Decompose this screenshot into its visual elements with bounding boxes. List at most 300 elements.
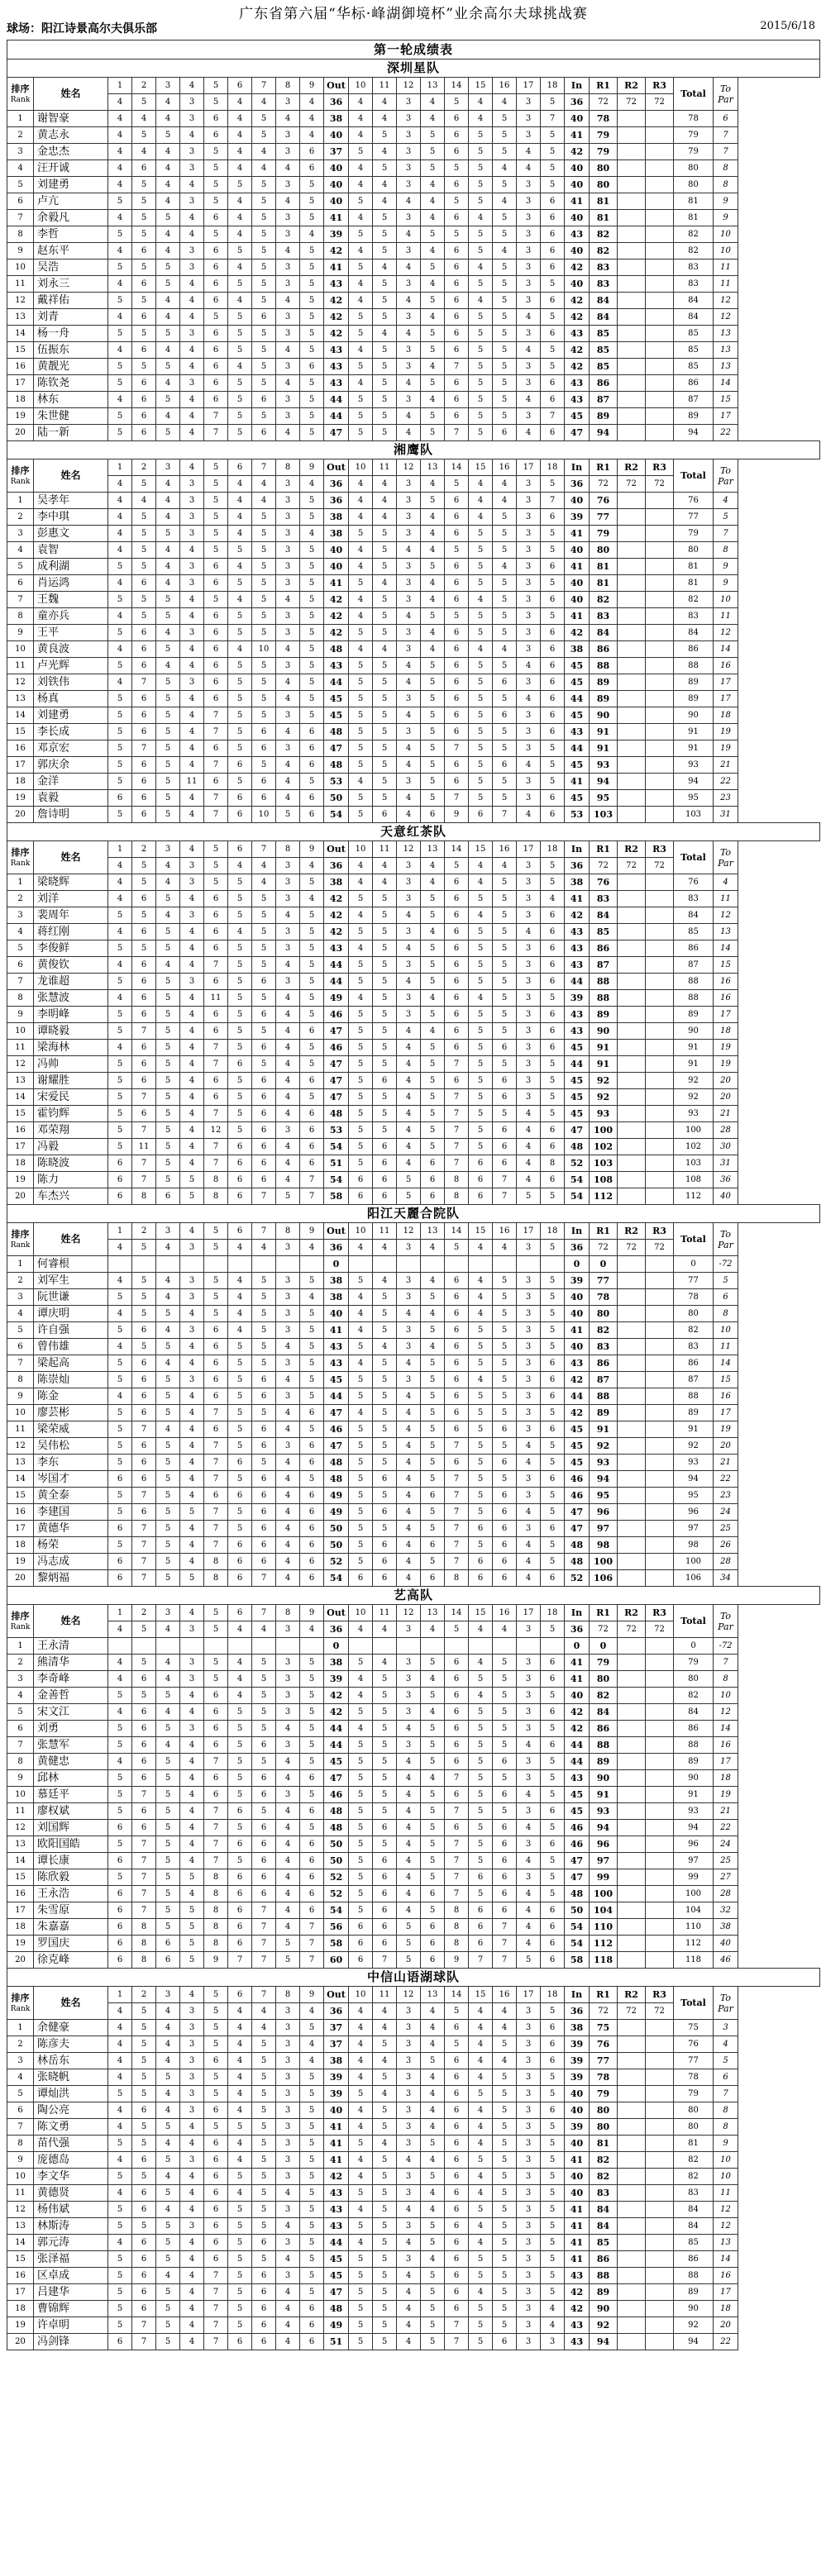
in-score: 42 — [565, 260, 590, 276]
hole-score: 3 — [276, 575, 300, 592]
par-value: 4 — [300, 476, 324, 493]
out-score: 48 — [324, 1803, 349, 1820]
hole-score: 5 — [349, 1537, 373, 1554]
hole-score: 5 — [469, 957, 493, 974]
hole-score: 4 — [156, 509, 180, 526]
rank-cell: 5 — [7, 1704, 34, 1721]
table-row — [7, 2218, 820, 2235]
out-score: 42 — [324, 924, 349, 940]
par-value: 4 — [373, 2003, 397, 2020]
par-value: 3 — [276, 1240, 300, 1256]
r1-score: 85 — [590, 326, 618, 342]
hole-score: 3 — [517, 359, 541, 375]
hole-score: 6 — [300, 1902, 324, 1919]
hole-score: 3 — [517, 2268, 541, 2284]
player-name: 陈崇灿 — [34, 1372, 108, 1388]
r3-score — [646, 2036, 674, 2053]
to-par-score: -72 — [714, 1638, 738, 1655]
column-header-row — [7, 78, 820, 94]
hole-score: 5 — [469, 707, 493, 724]
hole-score: 3 — [180, 243, 204, 260]
hole-score: 7 — [204, 790, 228, 807]
hole-score: 5 — [252, 408, 276, 425]
hole-score: 5 — [204, 542, 228, 559]
hole-score: 6 — [252, 1106, 276, 1122]
hole-score: 5 — [469, 1056, 493, 1073]
hole-score: 4 — [517, 425, 541, 441]
hole-score: 4 — [421, 641, 445, 658]
hole-score: 6 — [445, 990, 469, 1007]
hole-score: 4 — [469, 2235, 493, 2251]
in-score: 42 — [565, 342, 590, 359]
in-score: 45 — [565, 408, 590, 425]
hole-score: 5 — [349, 1155, 373, 1172]
hole-score: 6 — [493, 1820, 517, 1836]
hole-score: 4 — [276, 1853, 300, 1869]
table-row — [7, 2202, 820, 2218]
hole-score: 3 — [276, 1388, 300, 1405]
r3-score — [646, 2334, 674, 2350]
hole-score: 6 — [252, 1787, 276, 1803]
hole-score: 6 — [228, 1056, 252, 1073]
r1-score: 83 — [590, 2185, 618, 2202]
total-score: 91 — [674, 740, 714, 757]
rank-cell: 14 — [7, 707, 34, 724]
hole-score: 5 — [421, 1372, 445, 1388]
player-name: 李哲 — [34, 226, 108, 243]
hole-score: 3 — [517, 260, 541, 276]
in-score: 42 — [565, 1704, 590, 1721]
r1-score: 91 — [590, 1421, 618, 1438]
hole-score: 5 — [300, 1040, 324, 1056]
hole-score: 5 — [421, 408, 445, 425]
hole-score: 6 — [373, 1471, 397, 1488]
hole-score: 5 — [373, 1089, 397, 1106]
hole-score: 11 — [204, 990, 228, 1007]
r2-score — [618, 2136, 646, 2152]
hole-score: 6 — [252, 1007, 276, 1023]
hole-score: 5 — [469, 276, 493, 293]
par-value: 3 — [180, 94, 204, 111]
player-name: 陈文勇 — [34, 2119, 108, 2136]
hole-score: 7 — [132, 1023, 156, 1040]
hole-score: 5 — [349, 1023, 373, 1040]
hole-score: 4 — [276, 342, 300, 359]
table-row — [7, 260, 820, 276]
in-score: 41 — [565, 193, 590, 210]
hole-score: 3 — [517, 1671, 541, 1688]
hole-score: 5 — [349, 2251, 373, 2268]
total-score: 79 — [674, 144, 714, 160]
r3-score — [646, 2202, 674, 2218]
hole-score: 4 — [300, 1289, 324, 1306]
hole-score: 6 — [469, 1188, 493, 1205]
hole-score: 3 — [517, 674, 541, 691]
hole-score: 6 — [132, 1471, 156, 1488]
hole-score: 6 — [445, 127, 469, 144]
hole-score: 4 — [349, 907, 373, 924]
hole-score: 6 — [493, 1554, 517, 1570]
in-score: 47 — [565, 1122, 590, 1139]
hole-score: 5 — [228, 940, 252, 957]
r3-score — [646, 2185, 674, 2202]
hole-score: 5 — [421, 2301, 445, 2317]
hole-score: 8 — [204, 1902, 228, 1919]
hole-score: 5 — [493, 2251, 517, 2268]
out-header: Out — [324, 841, 349, 858]
hole-score: 5 — [108, 1787, 132, 1803]
hole-score: 5 — [252, 226, 276, 243]
hole-score: 6 — [445, 1421, 469, 1438]
hole-score: 5 — [493, 1007, 517, 1023]
par-value: 5 — [132, 476, 156, 493]
hole-score: 5 — [300, 592, 324, 608]
hole-score: 6 — [300, 1405, 324, 1421]
in-score: 45 — [565, 674, 590, 691]
r3-score — [646, 260, 674, 276]
hole-number: 17 — [517, 78, 541, 94]
r2-score — [618, 2152, 646, 2169]
hole-score: 4 — [156, 1737, 180, 1754]
rank-cell: 10 — [7, 1405, 34, 1421]
hole-score: 4 — [276, 1488, 300, 1504]
out-score: 43 — [324, 2185, 349, 2202]
hole-score: 6 — [445, 177, 469, 193]
hole-score: 4 — [180, 707, 204, 724]
hole-score: 5 — [469, 309, 493, 326]
out-score: 42 — [324, 1688, 349, 1704]
hole-score: 6 — [132, 575, 156, 592]
player-name: 童亦兵 — [34, 608, 108, 625]
hole-score: 6 — [445, 1040, 469, 1056]
hole-number: 17 — [517, 459, 541, 476]
hole-score: 6 — [132, 924, 156, 940]
hole-score: 4 — [300, 111, 324, 127]
hole-score: 5 — [373, 226, 397, 243]
out-score: 49 — [324, 2317, 349, 2334]
table-row — [7, 1122, 820, 1139]
par-value: 3 — [517, 94, 541, 111]
hole-score: 6 — [541, 658, 565, 674]
table-row — [7, 1853, 820, 1869]
rank-cell: 17 — [7, 757, 34, 774]
in-score: 46 — [565, 1836, 590, 1853]
player-name: 刘永三 — [34, 276, 108, 293]
to-par-score: 18 — [714, 707, 738, 724]
in-score: 44 — [565, 740, 590, 757]
hole-score: 4 — [180, 2235, 204, 2251]
to-par-score: 22 — [714, 425, 738, 441]
hole-score: 7 — [252, 1952, 276, 1969]
hole-score: 6 — [421, 807, 445, 823]
hole-score: 4 — [180, 392, 204, 408]
hole-score: 5 — [541, 757, 565, 774]
par-value: 5 — [132, 94, 156, 111]
r2-score — [618, 2218, 646, 2235]
hole-score: 4 — [397, 1455, 421, 1471]
hole-score: 5 — [493, 790, 517, 807]
par-r2: 72 — [618, 476, 646, 493]
hole-score: 5 — [421, 1754, 445, 1770]
hole-score: 5 — [469, 1339, 493, 1355]
hole-score: 3 — [397, 359, 421, 375]
hole-score: 4 — [397, 1836, 421, 1853]
hole-score: 4 — [180, 1836, 204, 1853]
hole-score: 6 — [204, 575, 228, 592]
total-score: 91 — [674, 1421, 714, 1438]
to-par-score: 11 — [714, 260, 738, 276]
par-out: 36 — [324, 2003, 349, 2020]
hole-score: 5 — [228, 608, 252, 625]
hole-score: 5 — [493, 1471, 517, 1488]
total-score: 92 — [674, 1438, 714, 1455]
total-score: 81 — [674, 193, 714, 210]
player-name: 刘建勇 — [34, 707, 108, 724]
hole-score: 4 — [349, 592, 373, 608]
hole-score: 8 — [132, 1936, 156, 1952]
par-value: 4 — [469, 94, 493, 111]
hole-score: 5 — [421, 2053, 445, 2069]
r1-score: 93 — [590, 1455, 618, 1471]
par-r1: 72 — [590, 858, 618, 874]
hole-score: 4 — [276, 2317, 300, 2334]
hole-score: 4 — [421, 592, 445, 608]
player-name: 冯志成 — [34, 1554, 108, 1570]
hole-score: 3 — [517, 1089, 541, 1106]
hole-number: 13 — [421, 1987, 445, 2003]
hole-score: 5 — [349, 526, 373, 542]
hole-score: 4 — [180, 1139, 204, 1155]
hole-score: 5 — [421, 1554, 445, 1570]
hole-score: 3 — [517, 740, 541, 757]
rank-label: 排序 — [11, 83, 30, 94]
hole-score: 5 — [469, 790, 493, 807]
hole-score: 4 — [180, 691, 204, 707]
out-score: 43 — [324, 342, 349, 359]
team-name: 阳江天麗合院队 — [7, 1205, 820, 1223]
r1-score: 94 — [590, 1471, 618, 1488]
par-value: 4 — [300, 1240, 324, 1256]
hole-score: 5 — [421, 342, 445, 359]
hole-score: 7 — [445, 1089, 469, 1106]
table-row — [7, 790, 820, 807]
hole-score: 5 — [373, 707, 397, 724]
hole-score: 6 — [132, 2235, 156, 2251]
hole-score: 3 — [180, 2069, 204, 2086]
player-name: 梁晓辉 — [34, 874, 108, 891]
par-r1: 72 — [590, 1621, 618, 1638]
hole-score: 4 — [469, 2036, 493, 2053]
r3-score — [646, 193, 674, 210]
out-score: 49 — [324, 1488, 349, 1504]
par-value: 4 — [349, 858, 373, 874]
hole-score: 5 — [469, 1405, 493, 1421]
hole-number: 17 — [517, 1223, 541, 1240]
par-value: 5 — [204, 94, 228, 111]
r3-score — [646, 1820, 674, 1836]
hole-score: 4 — [421, 1306, 445, 1322]
hole-score: 5 — [373, 2334, 397, 2350]
hole-score: 5 — [373, 526, 397, 542]
par-value: 3 — [397, 858, 421, 874]
hole-score: 5 — [228, 177, 252, 193]
hole-score — [204, 1256, 228, 1273]
out-score: 41 — [324, 2119, 349, 2136]
hole-score: 6 — [204, 1688, 228, 1704]
hole-score: 4 — [397, 2317, 421, 2334]
r2-score — [618, 1421, 646, 1438]
hole-score: 5 — [204, 177, 228, 193]
hole-score: 5 — [469, 1754, 493, 1770]
table-row — [7, 2185, 820, 2202]
hole-score: 7 — [252, 1570, 276, 1587]
r1-score: 81 — [590, 559, 618, 575]
hole-score: 5 — [228, 1388, 252, 1405]
hole-score: 5 — [541, 2086, 565, 2102]
hole-score: 5 — [541, 1455, 565, 1471]
out-score: 52 — [324, 1554, 349, 1570]
hole-score: 4 — [228, 559, 252, 575]
hole-score: 5 — [373, 1455, 397, 1471]
hole-score: 3 — [517, 127, 541, 144]
rank-cell: 16 — [7, 1504, 34, 1521]
r1-header: R1 — [590, 1605, 618, 1621]
hole-score: 6 — [300, 1836, 324, 1853]
in-score: 45 — [565, 1438, 590, 1455]
hole-score: 5 — [493, 2086, 517, 2102]
hole-score: 5 — [493, 260, 517, 276]
rank-label-en: Rank — [10, 95, 31, 104]
hole-score: 4 — [517, 1504, 541, 1521]
in-score: 40 — [565, 111, 590, 127]
r1-header: R1 — [590, 78, 618, 94]
hole-score: 5 — [156, 1853, 180, 1869]
hole-score: 5 — [373, 1007, 397, 1023]
r1-score: 85 — [590, 2235, 618, 2251]
player-name: 谭灿洪 — [34, 2086, 108, 2102]
hole-score: 5 — [349, 1073, 373, 1089]
hole-score: 5 — [421, 1521, 445, 1537]
hole-score: 5 — [228, 392, 252, 408]
hole-score: 3 — [517, 276, 541, 293]
hole-score: 5 — [493, 740, 517, 757]
hole-score: 6 — [228, 1902, 252, 1919]
hole-score: 5 — [276, 1936, 300, 1952]
hole-score: 3 — [276, 1671, 300, 1688]
r1-score: 85 — [590, 359, 618, 375]
hole-score: 5 — [469, 542, 493, 559]
hole-score: 5 — [156, 592, 180, 608]
r2-score — [618, 575, 646, 592]
table-row — [7, 1952, 820, 1969]
hole-score: 3 — [397, 924, 421, 940]
hole-score: 5 — [421, 1688, 445, 1704]
hole-score: 4 — [469, 2218, 493, 2235]
hole-score: 3 — [276, 326, 300, 342]
in-score: 46 — [565, 1820, 590, 1836]
hole-score: 5 — [252, 359, 276, 375]
hole-score: 5 — [349, 924, 373, 940]
in-score: 39 — [565, 2053, 590, 2069]
par-value: 5 — [204, 858, 228, 874]
hole-score: 4 — [397, 807, 421, 823]
hole-score: 7 — [445, 1853, 469, 1869]
out-score: 43 — [324, 359, 349, 375]
hole-number: 6 — [228, 841, 252, 858]
hole-score: 6 — [132, 2251, 156, 2268]
hole-score: 5 — [300, 425, 324, 441]
hole-score: 4 — [397, 408, 421, 425]
hole-score: 6 — [445, 1704, 469, 1721]
out-score: 56 — [324, 1919, 349, 1936]
hole-score: 5 — [180, 1869, 204, 1886]
hole-score: 7 — [445, 2317, 469, 2334]
hole-number: 14 — [445, 1223, 469, 1240]
player-name: 区卓成 — [34, 2268, 108, 2284]
hole-score: 5 — [445, 2036, 469, 2053]
total-score: 80 — [674, 160, 714, 177]
hole-score: 6 — [204, 1388, 228, 1405]
par-value: 3 — [517, 1621, 541, 1638]
hole-score: 5 — [349, 2268, 373, 2284]
table-row — [7, 2053, 820, 2069]
hole-score: 5 — [541, 526, 565, 542]
hole-score: 5 — [373, 1122, 397, 1139]
hole-score: 5 — [228, 1122, 252, 1139]
table-row — [7, 2020, 820, 2036]
hole-score: 3 — [517, 1405, 541, 1421]
hole-number: 2 — [132, 1605, 156, 1621]
hole-score: 5 — [132, 2036, 156, 2053]
r1-header: R1 — [590, 1987, 618, 2003]
par-value: 4 — [349, 1621, 373, 1638]
to-par-score: 8 — [714, 1671, 738, 1688]
hole-score: 6 — [445, 691, 469, 707]
hole-score: 7 — [445, 740, 469, 757]
hole-score: 6 — [252, 724, 276, 740]
out-score: 40 — [324, 177, 349, 193]
player-name: 谭晓毅 — [34, 1023, 108, 1040]
out-score: 44 — [324, 1737, 349, 1754]
hole-score: 6 — [132, 2284, 156, 2301]
par-value: 4 — [108, 1240, 132, 1256]
hole-score: 6 — [252, 2317, 276, 2334]
total-score: 79 — [674, 1655, 714, 1671]
hole-score: 6 — [252, 1372, 276, 1388]
to-par-label-bottom: Par — [718, 1621, 733, 1632]
hole-score: 4 — [469, 1306, 493, 1322]
hole-score: 6 — [469, 807, 493, 823]
hole-score: 5 — [421, 1504, 445, 1521]
total-score: 76 — [674, 2036, 714, 2053]
r3-score — [646, 342, 674, 359]
hole-score: 6 — [445, 260, 469, 276]
in-score: 40 — [565, 542, 590, 559]
hole-score: 5 — [228, 2235, 252, 2251]
rank-cell: 3 — [7, 907, 34, 924]
out-score: 42 — [324, 309, 349, 326]
hole-score: 5 — [204, 1655, 228, 1671]
hole-score: 5 — [469, 2317, 493, 2334]
hole-score — [252, 1638, 276, 1655]
hole-score: 5 — [108, 2086, 132, 2102]
hole-score: 6 — [204, 974, 228, 990]
hole-score: 4 — [276, 1073, 300, 1089]
hole-score: 4 — [493, 641, 517, 658]
hole-score: 5 — [132, 509, 156, 526]
in-score: 43 — [565, 392, 590, 408]
hole-score: 7 — [204, 1803, 228, 1820]
